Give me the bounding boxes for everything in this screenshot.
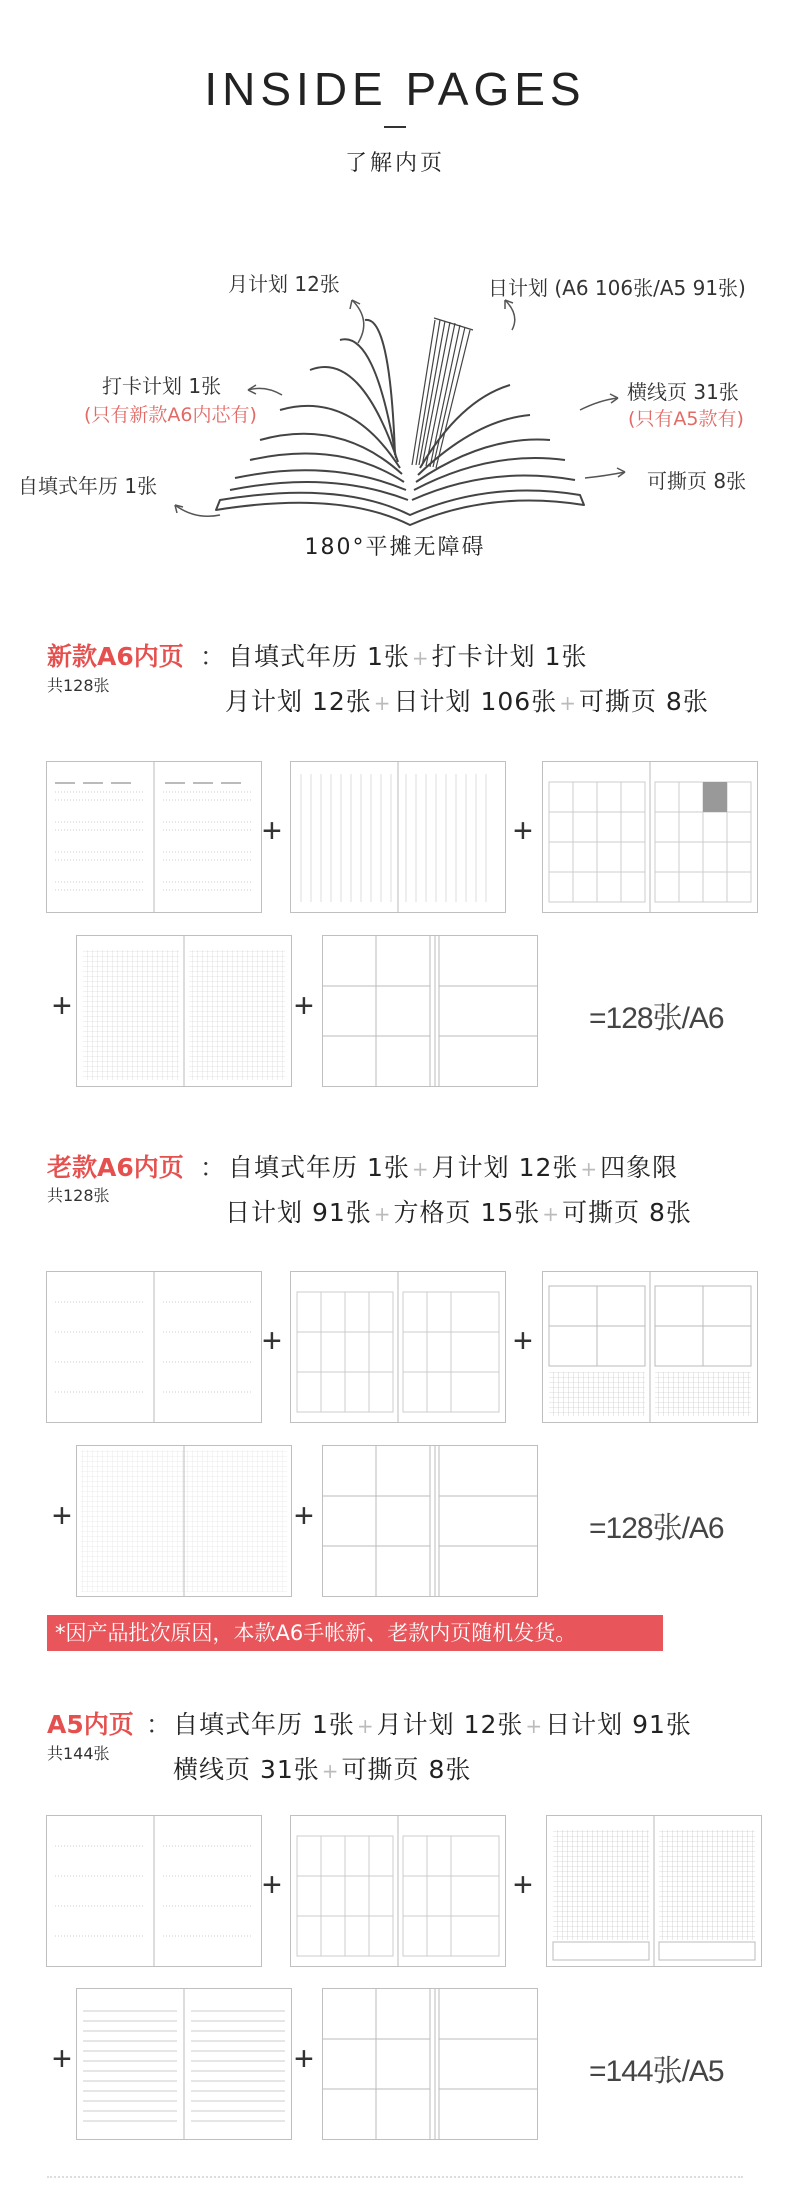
section-title-a5: A5内页 [47,1710,134,1739]
footer-divider [47,2176,743,2178]
label-monthly-plan: 月计划 12张 [228,272,340,296]
plus-separator: + [580,1157,599,1181]
content-item: 自填式年历 1张 [173,1710,355,1739]
section-title-old-a6: 老款A6内页 [47,1153,184,1182]
plus-separator: + [373,691,392,715]
label-checkin-plan: 打卡计划 1张 [102,374,222,398]
page-subtitle: 了解内页 [344,151,445,176]
random-shipping-notice: *因产品批次原因，本款A6手帐新、老款内页随机发货。 [47,1615,663,1651]
calendar-spread-thumbnail [46,1815,262,1967]
content-item: 四象限 [600,1153,679,1182]
monthly-spread-thumbnail [542,761,758,913]
section-contents-line1 [228,1148,678,1184]
content-item: 日计划 106张 [393,687,558,716]
plus-sign: + [262,1322,282,1360]
content-item: 方格页 15张 [393,1198,541,1227]
plus-sign: + [52,987,72,1025]
total-result: =128张/A6 [589,1002,724,1035]
quadrant-spread-thumbnail [542,1271,758,1423]
plus-sign: + [513,1866,533,1904]
plus-separator: + [321,1759,340,1783]
daily-grid-spread-thumbnail [546,1815,762,1967]
content-item: 可撕页 8张 [578,687,709,716]
title-divider [384,126,406,128]
label-lined-note: (只有A5款有) [628,408,744,430]
content-item: 月计划 12张 [431,1153,579,1182]
plus-separator: + [411,646,430,670]
content-item: 月计划 12张 [225,687,372,716]
content-item: 可撕页 8张 [341,1755,472,1784]
colon: ： [200,642,226,671]
plus-sign: + [294,987,314,1025]
label-lined-page: 横线页 31张 [627,380,739,404]
plus-separator: + [356,1714,375,1738]
tear-page-spread-thumbnail [322,1988,538,2140]
content-item: 日计划 91张 [225,1198,372,1227]
content-item: 自填式年历 1张 [228,1153,410,1182]
daily-grid-spread-thumbnail [76,935,292,1087]
content-item: 打卡计划 1张 [431,642,588,671]
checkin-monthly-spread-thumbnail [290,761,506,913]
grid-spread-thumbnail [76,1445,292,1597]
section-contents-line2 [225,682,709,718]
plus-separator: + [373,1202,392,1226]
section-count: 共144张 [47,1744,110,1763]
monthly-spread-thumbnail [290,1815,506,1967]
tear-page-spread-thumbnail [322,935,538,1087]
calendar-spread-thumbnail [46,1271,262,1423]
plus-sign: + [294,2040,314,2078]
colon: ： [200,1153,226,1182]
label-calendar: 自填式年历 1张 [18,474,158,498]
section-count: 共128张 [47,1186,110,1205]
page-title: INSIDE PAGES [204,63,586,115]
plus-separator: + [542,1202,561,1226]
section-contents-line2 [173,1750,471,1786]
calendar-spread-thumbnail [46,761,262,913]
monthly-spread-thumbnail [290,1271,506,1423]
content-item: 可撕页 8张 [562,1198,692,1227]
lined-spread-thumbnail [76,1988,292,2140]
content-item: 月计划 12张 [376,1710,524,1739]
plus-sign: + [262,812,282,850]
section-contents-line1 [173,1705,692,1741]
tear-page-spread-thumbnail [322,1445,538,1597]
plus-sign: + [52,1497,72,1535]
section-title-new-a6: 新款A6内页 [47,642,184,671]
plus-sign: + [52,2040,72,2078]
content-item: 日计划 91张 [545,1710,692,1739]
content-item: 自填式年历 1张 [228,642,410,671]
colon: ： [146,1710,172,1739]
plus-separator: + [559,691,577,715]
section-contents-line2 [225,1193,692,1229]
plus-sign: + [513,812,533,850]
total-result: =128张/A6 [589,1512,724,1545]
plus-sign: + [513,1322,533,1360]
plus-sign: + [262,1866,282,1904]
plus-separator: + [411,1157,430,1181]
label-checkin-note: (只有新款A6内芯有) [84,404,257,426]
section-count: 共128张 [47,676,110,695]
content-item: 横线页 31张 [173,1755,320,1784]
label-daily-plan: 日计划 (A6 106张/A5 91张) [488,276,746,300]
plus-sign: + [294,1497,314,1535]
flat-lay-caption: 180°平摊无障碍 [304,535,486,560]
total-result: =144张/A5 [589,2055,724,2088]
label-tear-page: 可撕页 8张 [647,469,747,493]
plus-separator: + [525,1714,544,1738]
section-contents-line1 [228,637,587,673]
